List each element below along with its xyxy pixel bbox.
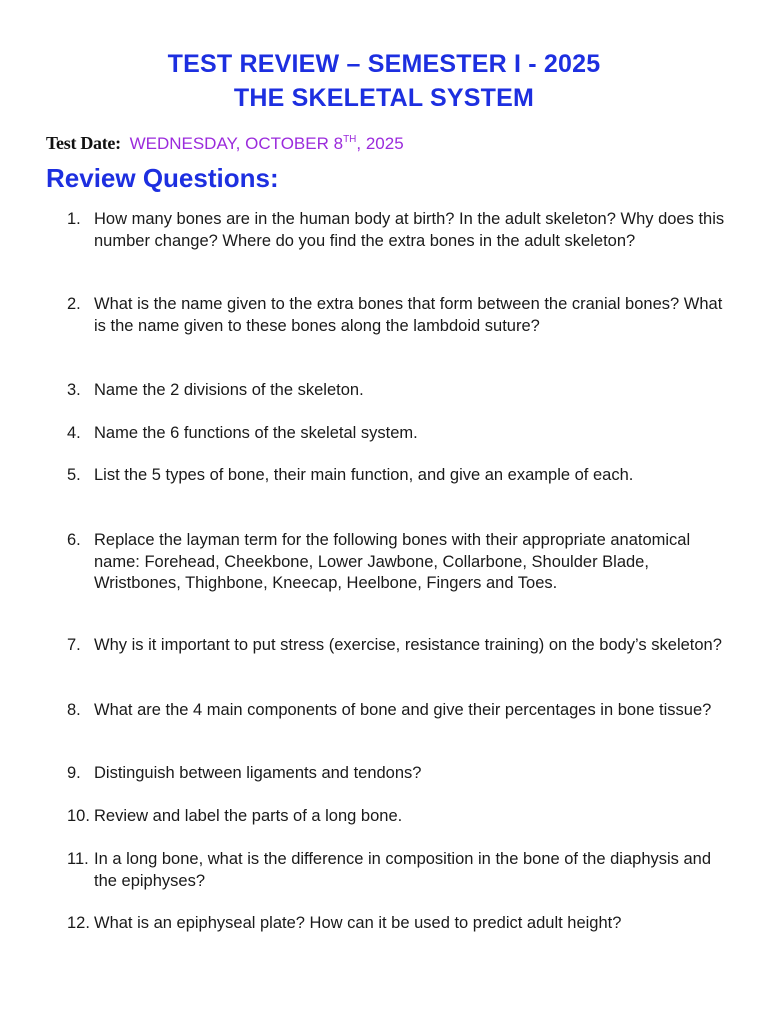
document-title-line1: TEST REVIEW – SEMESTER I - 2025: [167, 50, 601, 78]
test-date-line: [46, 133, 404, 154]
question-text: In a long bone, what is the difference in composition in the bone of the diaphysis and the epiphyses?: [94, 850, 712, 890]
question-number: 3.: [67, 381, 81, 399]
question-number: 1.: [67, 210, 81, 228]
question-text: Distinguish between ligaments and tendons?: [94, 764, 422, 782]
question-number: 7.: [67, 636, 81, 654]
test-date-label: Test Date:: [46, 133, 121, 153]
document-title-line2: THE SKELETAL SYSTEM: [233, 84, 535, 112]
question-number: 9.: [67, 764, 81, 782]
question-number: 2.: [67, 295, 81, 313]
question-number: 4.: [67, 424, 81, 442]
question-text: List the 5 types of bone, their main function, and give an example of each.: [94, 466, 634, 484]
test-date-value-tail: , 2025: [356, 134, 404, 153]
question-text: Why is it important to put stress (exercise, resistance training) on the body’s skeleton?: [94, 636, 722, 654]
test-date-value: [130, 134, 404, 153]
question-number: 6.: [67, 531, 81, 549]
question-number: 8.: [67, 701, 81, 719]
question-text: How many bones are in the human body at birth? In the adult skeleton? Why does this number change? Where do you find the extra bones in the adult skeleton?: [94, 210, 725, 250]
test-date-value-sup: TH: [343, 134, 357, 145]
question-text: Review and label the parts of a long bone.: [94, 807, 403, 825]
question-text: What is an epiphyseal plate? How can it be used to predict adult height?: [94, 914, 622, 932]
question-text: Name the 2 divisions of the skeleton.: [94, 381, 364, 399]
question-text: Name the 6 functions of the skeletal system.: [94, 424, 418, 442]
test-date-value-main: WEDNESDAY, OCTOBER 8: [129, 134, 344, 153]
question-number: 11.: [67, 850, 89, 868]
question-text: What is the name given to the extra bones that form between the cranial bones? What is the name given to these bones along the lambdoid suture?: [94, 295, 723, 335]
question-text: Replace the layman term for the following bones with their appropriate anatomical name: Forehead, Cheekbone, Lower Jawbone, Collarbone, Shoulder Blade, Wristbones, Thighbone, Kneecap, Heelbone, Fingers and Toes.: [94, 531, 691, 592]
question-number: 10.: [67, 807, 90, 825]
question-number: 5.: [67, 466, 81, 484]
question-number: 12.: [67, 914, 90, 932]
review-questions-heading: Review Questions:: [46, 163, 279, 193]
question-text: What are the 4 main components of bone and give their percentages in bone tissue?: [94, 701, 712, 719]
